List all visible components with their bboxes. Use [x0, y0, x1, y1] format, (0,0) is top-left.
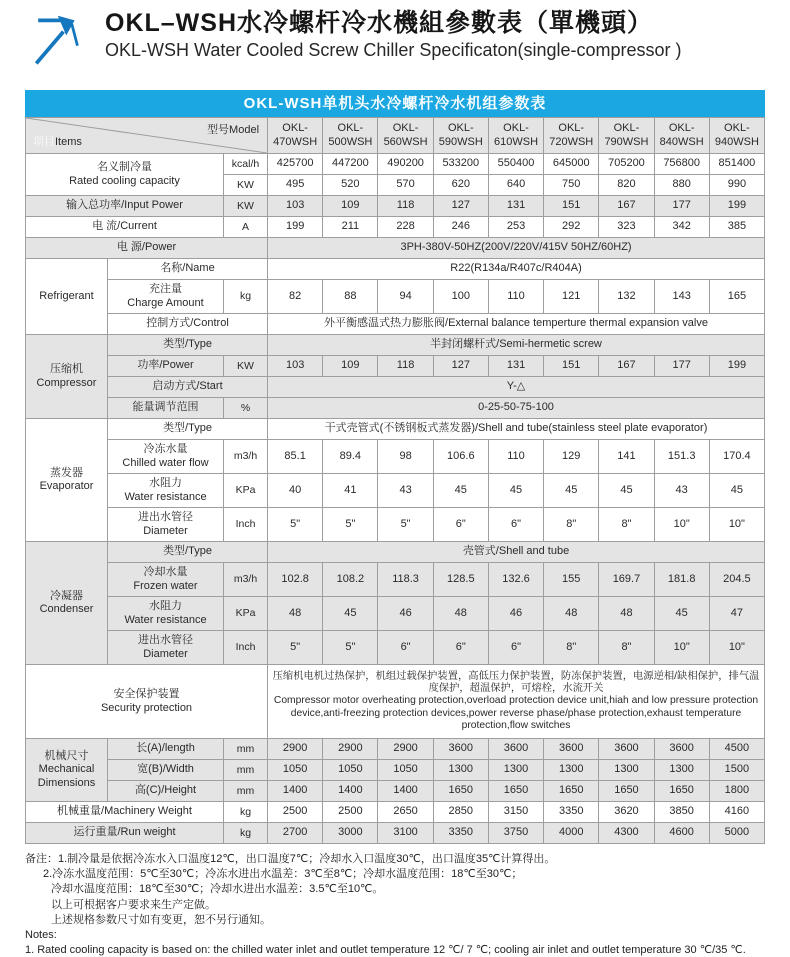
unit-cell: mm [224, 739, 268, 760]
value-cell: 43 [378, 474, 433, 508]
value-cell: 4600 [654, 823, 709, 844]
value-cell: 705200 [599, 154, 654, 175]
value-cell: 3600 [488, 739, 543, 760]
table-row [26, 217, 765, 238]
value-cell: 1300 [433, 760, 488, 781]
value-cell: 167 [599, 196, 654, 217]
unit-cell: kg [224, 802, 268, 823]
unit-cell: mm [224, 760, 268, 781]
row-label-current: 电 流/Current [26, 217, 224, 238]
value-cell: 2700 [268, 823, 323, 844]
table-row [26, 665, 765, 739]
unit-cell: kg [224, 823, 268, 844]
group-label-condenser [26, 542, 108, 665]
group-en: Refrigerant [39, 289, 94, 302]
row-label-refrigerant-name: 名称/Name [108, 259, 268, 280]
table-row [26, 823, 765, 844]
security-text-zh: 压缩机电机过热保护，机组过载保护装置，高低压力保护装置，防冻保护装置，电源逆相/缺相保护，排气温度保护，超温保护，可熔栓，水流开关 [272, 670, 760, 694]
value-cell: 533200 [433, 154, 488, 175]
table-row [26, 542, 765, 563]
value-cell: 118 [378, 356, 433, 377]
value-cell: 3850 [654, 802, 709, 823]
note-line: 2.冷冻水温度范围：5℃至30℃；冷冻水进出水温差：3℃至8℃；冷却水温度范围：18℃至30℃； [43, 868, 523, 881]
value-cell: 118.3 [378, 563, 433, 597]
unit-cell: kcal/h [224, 154, 268, 175]
label-zh: 水阻力 [149, 476, 182, 489]
value-cell: 127 [433, 196, 488, 217]
label-zh: 进出水管径 [138, 510, 193, 523]
value-cell: 143 [654, 280, 709, 314]
label-en: Chilled water flow [122, 456, 209, 469]
value-cell: 98 [378, 440, 433, 474]
value-cell: 750 [544, 175, 599, 196]
value-cell: 131 [488, 196, 543, 217]
corner-cell [26, 118, 268, 154]
table-row [26, 474, 765, 508]
value-cell: 820 [599, 175, 654, 196]
label-en: Water resistance [124, 613, 207, 626]
page-title-zh: OKL–WSH水冷螺杆冷水機組參數表（單機頭） [105, 9, 654, 37]
group-en: Condenser [39, 603, 94, 615]
value-cell: 342 [654, 217, 709, 238]
table-title-banner: OKL-WSH单机头水冷螺杆冷水机组参数表 [25, 90, 765, 117]
value-cell: 385 [709, 217, 764, 238]
value-cell: 127 [433, 356, 488, 377]
value-cell: 4500 [709, 739, 764, 760]
value-cell: 1050 [323, 760, 378, 781]
value-cell: 3350 [544, 802, 599, 823]
value-cell: 6" [488, 508, 543, 542]
table-row [26, 154, 765, 175]
table-row [26, 238, 765, 259]
row-label-frozen-water [108, 563, 224, 597]
note-line: 冷却水温度范围：18℃至30℃；冷却水进出水温差：3.5℃至10℃。 [51, 883, 384, 896]
security-protection-value [268, 665, 765, 739]
note-line: 1. Rated cooling capacity is based on: the chilled water inlet and outlet temperature 12 ℃/ 7 ℃; cooling air inlet and outlet temperature 30 ℃/35 ℃. [25, 944, 746, 957]
value-cell: 640 [488, 175, 543, 196]
row-label-evaporator-type: 类型/Type [108, 419, 268, 440]
row-label-charge-amount [108, 280, 224, 314]
label-en: Rated cooling capacity [69, 174, 180, 187]
value-cell: 1300 [654, 760, 709, 781]
row-label-evap-diameter [108, 508, 224, 542]
row-label-start-mode: 启动方式/Start [108, 377, 268, 398]
table-row [26, 377, 765, 398]
value-cell: 1650 [599, 781, 654, 802]
row-label-compressor-power: 功率/Power [108, 356, 224, 377]
value-cell: 10" [654, 631, 709, 665]
value-cell: 620 [433, 175, 488, 196]
unit-cell: A [224, 217, 268, 238]
value-cell: 103 [268, 356, 323, 377]
value-cell: 10" [654, 508, 709, 542]
value-cell: 199 [709, 196, 764, 217]
value-cell: 167 [599, 356, 654, 377]
value-cell: 550400 [488, 154, 543, 175]
value-cell: 3000 [323, 823, 378, 844]
value-cell: 5" [378, 508, 433, 542]
value-cell: 132 [599, 280, 654, 314]
value-cell: 109 [323, 196, 378, 217]
label-zh: 安全保护装置 [113, 687, 180, 700]
unit-cell: KW [224, 175, 268, 196]
value-cell: 3600 [433, 739, 488, 760]
unit-cell: KPa [224, 474, 268, 508]
value-cell: 169.7 [599, 563, 654, 597]
value-cell: 2500 [268, 802, 323, 823]
model-column-header: OKL- 590WSH [433, 118, 488, 154]
value-cell: 106.6 [433, 440, 488, 474]
value-cell: 3620 [599, 802, 654, 823]
table-row [26, 335, 765, 356]
value-cell: 10" [709, 631, 764, 665]
value-cell: 5000 [709, 823, 764, 844]
value-cell: 4300 [599, 823, 654, 844]
unit-cell: Inch [224, 631, 268, 665]
value-cell: 253 [488, 217, 543, 238]
unit-cell: % [224, 398, 268, 419]
table-row [26, 259, 765, 280]
row-label-evap-water-resistance [108, 474, 224, 508]
model-column-header: OKL- 500WSH [323, 118, 378, 154]
unit-cell: Inch [224, 508, 268, 542]
value-cell: 151 [544, 196, 599, 217]
label-zh: 充注量 [149, 282, 182, 295]
model-column-header: OKL- 470WSH [268, 118, 323, 154]
value-cell: 3350 [433, 823, 488, 844]
group-zh: 冷凝器 [50, 589, 83, 602]
label-zh: 水阻力 [149, 599, 182, 612]
row-label-rated-cooling-capacity [26, 154, 224, 196]
table-row [26, 440, 765, 474]
value-cell: 1650 [433, 781, 488, 802]
label-en: Charge Amount [127, 296, 204, 309]
value-cell: 177 [654, 196, 709, 217]
group-label-evaporator [26, 419, 108, 542]
value-cell: 45 [433, 474, 488, 508]
value-cell: 3100 [378, 823, 433, 844]
value-cell: 132.6 [488, 563, 543, 597]
security-text-en: Compressor motor overheating protection,overload protection device unit,hiah and low pressure protection device,anti-freezing protection devices,power reverse phase/phase protection,exhaust temperature protection,flow switches [273, 695, 759, 732]
group-label-refrigerant [26, 259, 108, 335]
value-cell: 199 [709, 356, 764, 377]
value-cell: 2900 [323, 739, 378, 760]
start-mode-value: Y-△ [268, 377, 765, 398]
value-cell: 5" [268, 508, 323, 542]
value-cell: 292 [544, 217, 599, 238]
value-cell: 6" [433, 631, 488, 665]
value-cell: 110 [488, 440, 543, 474]
value-cell: 181.8 [654, 563, 709, 597]
table-row [26, 356, 765, 377]
value-cell: 94 [378, 280, 433, 314]
row-label-cond-diameter [108, 631, 224, 665]
energy-regulation-value: 0-25-50-75-100 [268, 398, 765, 419]
value-cell: 4000 [544, 823, 599, 844]
row-label-control: 控制方式/Control [108, 314, 268, 335]
value-cell: 447200 [323, 154, 378, 175]
spec-table [25, 117, 765, 844]
value-cell: 88 [323, 280, 378, 314]
row-label-run-weight: 运行重量/Run weight [26, 823, 224, 844]
items-label [33, 136, 82, 149]
value-cell: 109 [323, 356, 378, 377]
model-label: 型号Model [207, 124, 260, 136]
condenser-type-value: 壳管式/Shell and tube [268, 542, 765, 563]
label-en: Water resistance [124, 490, 207, 503]
table-row [26, 760, 765, 781]
row-label-energy-regulation: 能量调节范围 [108, 398, 224, 419]
label-en: Diameter [143, 647, 188, 660]
model-column-header: OKL- 560WSH [378, 118, 433, 154]
value-cell: 2900 [268, 739, 323, 760]
group-zh: 压缩机 [50, 363, 83, 376]
value-cell: 121 [544, 280, 599, 314]
row-label-length: 长(A)/length [108, 739, 224, 760]
label-en: Frozen water [133, 579, 198, 592]
model-column-header: OKL- 790WSH [599, 118, 654, 154]
value-cell: 2500 [323, 802, 378, 823]
value-cell: 10" [709, 508, 764, 542]
value-cell: 165 [709, 280, 764, 314]
value-cell: 880 [654, 175, 709, 196]
value-cell: 48 [544, 597, 599, 631]
value-cell: 170.4 [709, 440, 764, 474]
value-cell: 48 [599, 597, 654, 631]
label-zh: 冷冻水量 [143, 442, 188, 455]
value-cell: 46 [488, 597, 543, 631]
note-line: Notes: [25, 928, 57, 941]
value-cell: 3600 [654, 739, 709, 760]
model-column-header: OKL- 610WSH [488, 118, 543, 154]
group-en: Evaporator [39, 480, 94, 492]
value-cell: 8" [599, 631, 654, 665]
note-line: 上述规格参数尺寸如有变更，恕不另行通知。 [51, 913, 271, 926]
value-cell: 131 [488, 356, 543, 377]
value-cell: 3600 [544, 739, 599, 760]
value-cell: 103 [268, 196, 323, 217]
table-row [26, 314, 765, 335]
value-cell: 110 [488, 280, 543, 314]
value-cell: 1050 [378, 760, 433, 781]
value-cell: 1400 [268, 781, 323, 802]
value-cell: 851400 [709, 154, 764, 175]
row-label-input-power: 输入总功率/Input Power [26, 196, 224, 217]
notes-section [25, 852, 765, 957]
value-cell: 45 [599, 474, 654, 508]
value-cell: 246 [433, 217, 488, 238]
value-cell: 2900 [378, 739, 433, 760]
value-cell: 2850 [433, 802, 488, 823]
value-cell: 1400 [378, 781, 433, 802]
value-cell: 151.3 [654, 440, 709, 474]
table-row [26, 563, 765, 597]
value-cell: 3750 [488, 823, 543, 844]
unit-cell: KW [224, 196, 268, 217]
value-cell: 177 [654, 356, 709, 377]
group-en: Compressor [36, 376, 97, 389]
group-zh: 机械尺寸 [44, 750, 89, 763]
table-row [26, 419, 765, 440]
table-row [26, 196, 765, 217]
value-cell: 82 [268, 280, 323, 314]
value-cell: 3600 [599, 739, 654, 760]
model-column-header: OKL- 940WSH [709, 118, 764, 154]
value-cell: 8" [544, 631, 599, 665]
control-value: 外平衡感温式热力膨胀阀/External balance temperture thermal expansion valve [268, 314, 765, 335]
power-supply-value: 3PH-380V-50HZ(200V/220V/415V 50HZ/60HZ) [268, 238, 765, 259]
unit-cell: mm [224, 781, 268, 802]
row-label-compressor-type: 类型/Type [108, 335, 268, 356]
value-cell: 204.5 [709, 563, 764, 597]
value-cell: 100 [433, 280, 488, 314]
value-cell: 45 [709, 474, 764, 508]
row-label-chilled-water-flow [108, 440, 224, 474]
value-cell: 1400 [323, 781, 378, 802]
unit-cell: KPa [224, 597, 268, 631]
unit-cell: m3/h [224, 563, 268, 597]
value-cell: 520 [323, 175, 378, 196]
value-cell: 1300 [544, 760, 599, 781]
label-zh: 名义制冷量 [97, 160, 152, 173]
table-row [26, 280, 765, 314]
value-cell: 48 [433, 597, 488, 631]
value-cell: 1300 [599, 760, 654, 781]
value-cell: 323 [599, 217, 654, 238]
value-cell: 6" [488, 631, 543, 665]
note-line: 备注：1.制冷量是依据冷冻水入口温度12℃，出口温度7℃；冷却水入口温度30℃，出口温度35℃计算得出。 [25, 853, 556, 865]
value-cell: 118 [378, 196, 433, 217]
evaporator-type-value: 干式壳管式(不锈钢板式蒸发器)/Shell and tube(stainless steel plate evaporator) [268, 419, 765, 440]
value-cell: 151 [544, 356, 599, 377]
value-cell: 128.5 [433, 563, 488, 597]
value-cell: 47 [709, 597, 764, 631]
value-cell: 45 [544, 474, 599, 508]
group-label-mechanical-dimensions [26, 739, 108, 802]
value-cell: 211 [323, 217, 378, 238]
table-row [26, 802, 765, 823]
items-label-en: Items [55, 135, 82, 148]
value-cell: 1300 [488, 760, 543, 781]
label-zh: 冷却水量 [143, 565, 188, 578]
label-en: Diameter [143, 524, 188, 537]
refrigerant-name-value: R22(R134a/R407c/R404A) [268, 259, 765, 280]
model-column-header: OKL- 840WSH [654, 118, 709, 154]
value-cell: 45 [654, 597, 709, 631]
value-cell: 129 [544, 440, 599, 474]
value-cell: 45 [488, 474, 543, 508]
value-cell: 40 [268, 474, 323, 508]
row-label-power-supply: 电 源/Power [26, 238, 268, 259]
table-row [26, 631, 765, 665]
brand-arrow-icon [28, 12, 82, 70]
row-label-machinery-weight: 机械重量/Machinery Weight [26, 802, 224, 823]
value-cell: 1050 [268, 760, 323, 781]
value-cell: 199 [268, 217, 323, 238]
page-title-en: OKL-WSH Water Cooled Screw Chiller Specificaton(single-compressor ) [105, 40, 682, 60]
model-header-row [26, 118, 765, 154]
value-cell: 5" [323, 631, 378, 665]
value-cell: 41 [323, 474, 378, 508]
unit-cell: KW [224, 356, 268, 377]
value-cell: 102.8 [268, 563, 323, 597]
value-cell: 89.4 [323, 440, 378, 474]
group-label-compressor [26, 335, 108, 419]
value-cell: 6" [433, 508, 488, 542]
label-zh: 进出水管径 [138, 633, 193, 646]
unit-cell: m3/h [224, 440, 268, 474]
value-cell: 495 [268, 175, 323, 196]
value-cell: 155 [544, 563, 599, 597]
value-cell: 4160 [709, 802, 764, 823]
compressor-type-value: 半封闭螺杆式/Semi-hermetic screw [268, 335, 765, 356]
unit-cell: kg [224, 280, 268, 314]
value-cell: 45 [323, 597, 378, 631]
table-row [26, 398, 765, 419]
value-cell: 228 [378, 217, 433, 238]
document-header [0, 0, 790, 84]
value-cell: 2650 [378, 802, 433, 823]
value-cell: 1650 [544, 781, 599, 802]
value-cell: 3150 [488, 802, 543, 823]
value-cell: 8" [544, 508, 599, 542]
value-cell: 43 [654, 474, 709, 508]
value-cell: 570 [378, 175, 433, 196]
value-cell: 1650 [488, 781, 543, 802]
value-cell: 1650 [654, 781, 709, 802]
table-row [26, 597, 765, 631]
value-cell: 5" [323, 508, 378, 542]
model-column-header: OKL- 720WSH [544, 118, 599, 154]
row-label-security-protection [26, 665, 268, 739]
value-cell: 108.2 [323, 563, 378, 597]
value-cell: 756800 [654, 154, 709, 175]
value-cell: 46 [378, 597, 433, 631]
value-cell: 141 [599, 440, 654, 474]
group-zh: 蒸发器 [50, 466, 83, 479]
label-en: Security protection [100, 701, 193, 714]
value-cell: 48 [268, 597, 323, 631]
group-en: Mechanical Dimensions [37, 763, 96, 789]
row-label-cond-water-resistance [108, 597, 224, 631]
value-cell: 6" [378, 631, 433, 665]
value-cell: 1500 [709, 760, 764, 781]
table-row [26, 781, 765, 802]
row-label-height: 高(C)/Height [108, 781, 224, 802]
row-label-width: 宽(B)/Width [108, 760, 224, 781]
table-row [26, 739, 765, 760]
note-line: 以上可根据客户要求来生产定做。 [51, 898, 216, 911]
table-row [26, 508, 765, 542]
value-cell: 645000 [544, 154, 599, 175]
value-cell: 85.1 [268, 440, 323, 474]
row-label-condenser-type: 类型/Type [108, 542, 268, 563]
items-label-zh: 项目 [33, 135, 55, 148]
value-cell: 990 [709, 175, 764, 196]
value-cell: 1800 [709, 781, 764, 802]
value-cell: 425700 [268, 154, 323, 175]
value-cell: 490200 [378, 154, 433, 175]
value-cell: 8" [599, 508, 654, 542]
value-cell: 5" [268, 631, 323, 665]
